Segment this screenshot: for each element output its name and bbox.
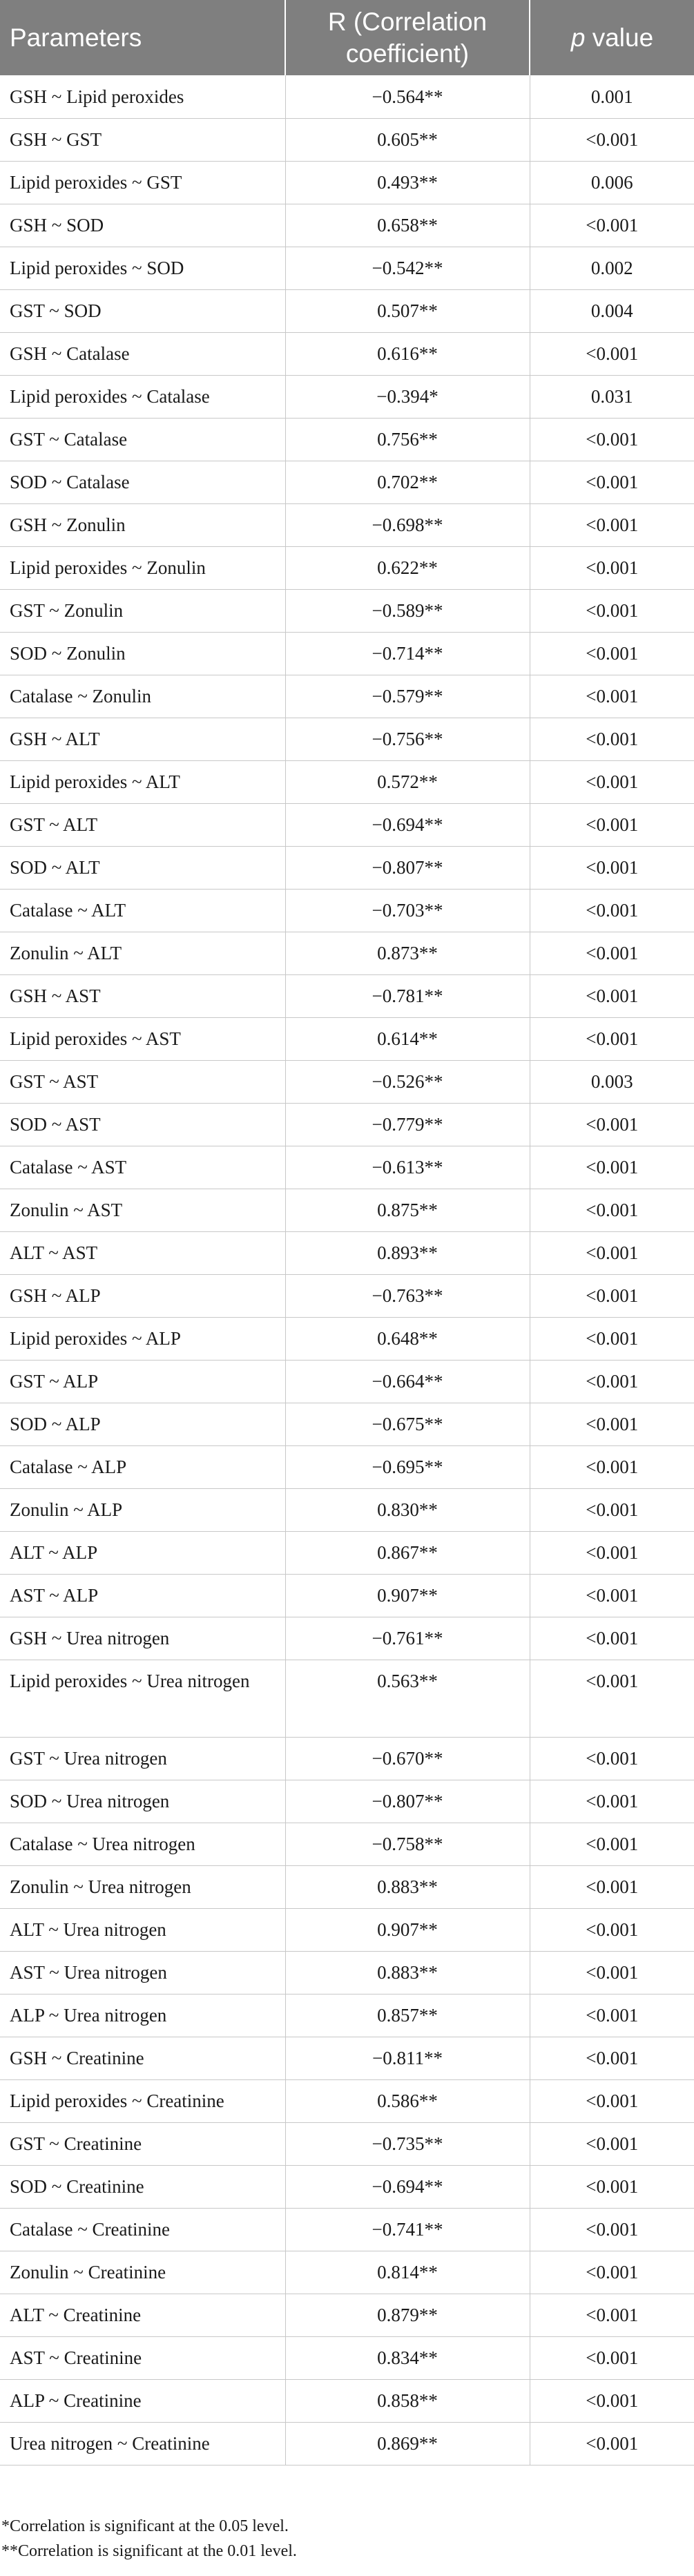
- correlation-cell: −0.781**: [285, 974, 530, 1017]
- parameter-cell: GST ~ ALP: [0, 1360, 285, 1403]
- parameter-cell: GSH ~ ALP: [0, 1274, 285, 1317]
- parameter-cell: Zonulin ~ AST: [0, 1189, 285, 1231]
- table-row: [0, 974, 694, 1017]
- parameter-cell: SOD ~ AST: [0, 1103, 285, 1146]
- parameter-cell: Catalase ~ AST: [0, 1146, 285, 1189]
- footnote-double-star: **Correlation is significant at the 0.01 level.: [1, 2542, 297, 2560]
- correlation-cell: −0.589**: [285, 589, 530, 632]
- p-value-cell: <0.001: [530, 1823, 694, 1865]
- p-value-cell: <0.001: [530, 2079, 694, 2122]
- parameter-cell: AST ~ Urea nitrogen: [0, 1951, 285, 1994]
- p-value-cell: 0.031: [530, 375, 694, 418]
- table-row: [0, 1865, 694, 1908]
- table-row: [0, 1780, 694, 1823]
- correlation-cell: −0.670**: [285, 1737, 530, 1780]
- table-row: [0, 1189, 694, 1231]
- parameter-cell: Lipid peroxides ~ SOD: [0, 247, 285, 289]
- table-row: [0, 2037, 694, 2079]
- header-parameters: Parameters: [0, 0, 285, 75]
- correlation-cell: −0.761**: [285, 1617, 530, 1660]
- correlation-cell: 0.756**: [285, 418, 530, 461]
- p-value-cell: <0.001: [530, 803, 694, 846]
- parameter-cell: SOD ~ Catalase: [0, 461, 285, 503]
- parameter-cell: Zonulin ~ Creatinine: [0, 2251, 285, 2294]
- parameter-cell: Catalase ~ ALT: [0, 889, 285, 932]
- p-value-cell: <0.001: [530, 2208, 694, 2251]
- header-p-value-label: value: [585, 23, 654, 52]
- parameter-cell: GSH ~ ALT: [0, 718, 285, 760]
- correlation-cell: −0.763**: [285, 1274, 530, 1317]
- header-row: [0, 0, 694, 75]
- p-value-cell: <0.001: [530, 2251, 694, 2294]
- parameter-cell: Lipid peroxides ~ Creatinine: [0, 2079, 285, 2122]
- table-row: [0, 1060, 694, 1103]
- table-row: [0, 2251, 694, 2294]
- correlation-cell: −0.811**: [285, 2037, 530, 2079]
- table-row: [0, 1908, 694, 1951]
- table-row: [0, 461, 694, 503]
- table-row: [0, 1403, 694, 1445]
- parameter-cell: AST ~ ALP: [0, 1574, 285, 1617]
- correlation-cell: −0.741**: [285, 2208, 530, 2251]
- table-row: [0, 2336, 694, 2379]
- table-row: [0, 2079, 694, 2122]
- correlation-cell: 0.873**: [285, 932, 530, 974]
- correlation-cell: 0.605**: [285, 118, 530, 161]
- correlation-cell: −0.564**: [285, 75, 530, 118]
- table-row: [0, 2165, 694, 2208]
- parameter-cell: ALT ~ Urea nitrogen: [0, 1908, 285, 1951]
- correlation-cell: −0.779**: [285, 1103, 530, 1146]
- p-value-cell: <0.001: [530, 1617, 694, 1660]
- parameter-cell: GSH ~ Lipid peroxides: [0, 75, 285, 118]
- correlation-cell: 0.857**: [285, 1994, 530, 2037]
- table-row: [0, 1617, 694, 1660]
- p-value-cell: <0.001: [530, 546, 694, 589]
- parameter-cell: Zonulin ~ ALT: [0, 932, 285, 974]
- p-value-cell: <0.001: [530, 118, 694, 161]
- parameter-cell: GST ~ AST: [0, 1060, 285, 1103]
- header-correlation-coefficient: R (Correlation coefficient): [285, 0, 530, 75]
- p-value-cell: <0.001: [530, 1737, 694, 1780]
- p-value-cell: <0.001: [530, 204, 694, 247]
- correlation-cell: 0.907**: [285, 1908, 530, 1951]
- correlation-cell: −0.807**: [285, 846, 530, 889]
- parameter-cell: GST ~ Catalase: [0, 418, 285, 461]
- parameter-cell: GSH ~ SOD: [0, 204, 285, 247]
- p-value-cell: <0.001: [530, 632, 694, 675]
- p-value-cell: <0.001: [530, 846, 694, 889]
- parameter-cell: GSH ~ Urea nitrogen: [0, 1617, 285, 1660]
- table-row: [0, 1445, 694, 1488]
- p-value-cell: <0.001: [530, 760, 694, 803]
- correlation-cell: −0.526**: [285, 1060, 530, 1103]
- correlation-cell: 0.858**: [285, 2379, 530, 2422]
- table-row: [0, 760, 694, 803]
- p-value-cell: <0.001: [530, 974, 694, 1017]
- correlation-cell: 0.893**: [285, 1231, 530, 1274]
- table-row: [0, 1488, 694, 1531]
- correlation-cell: −0.758**: [285, 1823, 530, 1865]
- p-value-cell: <0.001: [530, 1317, 694, 1360]
- table-row: [0, 75, 694, 118]
- p-value-cell: <0.001: [530, 1994, 694, 2037]
- parameter-cell: Zonulin ~ ALP: [0, 1488, 285, 1531]
- p-value-cell: <0.001: [530, 1146, 694, 1189]
- correlation-cell: −0.694**: [285, 803, 530, 846]
- correlation-cell: 0.493**: [285, 161, 530, 204]
- table-row: [0, 1317, 694, 1360]
- correlation-cell: 0.867**: [285, 1531, 530, 1574]
- p-value-cell: <0.001: [530, 1017, 694, 1060]
- correlation-cell: −0.394*: [285, 375, 530, 418]
- table-row: [0, 503, 694, 546]
- parameter-cell: Catalase ~ ALP: [0, 1445, 285, 1488]
- table-row: [0, 2422, 694, 2465]
- table-row: [0, 1823, 694, 1865]
- table-row: [0, 1660, 694, 1737]
- correlation-cell: −0.714**: [285, 632, 530, 675]
- table-row: [0, 1737, 694, 1780]
- parameter-cell: GSH ~ GST: [0, 118, 285, 161]
- table-row: [0, 932, 694, 974]
- p-value-cell: 0.004: [530, 289, 694, 332]
- parameter-cell: Lipid peroxides ~ GST: [0, 161, 285, 204]
- correlation-cell: −0.664**: [285, 1360, 530, 1403]
- footnote-single-star: *Correlation is significant at the 0.05 level.: [1, 2517, 289, 2535]
- p-value-cell: <0.001: [530, 1231, 694, 1274]
- table-row: [0, 289, 694, 332]
- table-row: [0, 418, 694, 461]
- parameter-cell: SOD ~ Urea nitrogen: [0, 1780, 285, 1823]
- table-row: [0, 1531, 694, 1574]
- header-p-value: [530, 0, 694, 75]
- parameter-cell: ALT ~ ALP: [0, 1531, 285, 1574]
- table-row: [0, 1574, 694, 1617]
- table-row: [0, 118, 694, 161]
- correlation-cell: −0.613**: [285, 1146, 530, 1189]
- parameter-cell: SOD ~ Zonulin: [0, 632, 285, 675]
- correlation-cell: 0.563**: [285, 1660, 530, 1737]
- correlation-cell: 0.830**: [285, 1488, 530, 1531]
- correlation-cell: 0.834**: [285, 2336, 530, 2379]
- table-row: [0, 889, 694, 932]
- table-row: [0, 2208, 694, 2251]
- parameter-cell: Lipid peroxides ~ Urea nitrogen: [0, 1660, 285, 1737]
- correlation-cell: 0.507**: [285, 289, 530, 332]
- p-value-cell: <0.001: [530, 1531, 694, 1574]
- p-value-cell: <0.001: [530, 2422, 694, 2465]
- p-value-cell: <0.001: [530, 1189, 694, 1231]
- p-value-cell: 0.001: [530, 75, 694, 118]
- parameter-cell: SOD ~ ALP: [0, 1403, 285, 1445]
- correlation-cell: 0.879**: [285, 2294, 530, 2336]
- p-value-cell: <0.001: [530, 1103, 694, 1146]
- parameter-cell: GST ~ Zonulin: [0, 589, 285, 632]
- table-row: [0, 1951, 694, 1994]
- table-row: [0, 2294, 694, 2336]
- table-row: [0, 1274, 694, 1317]
- parameter-cell: GST ~ Creatinine: [0, 2122, 285, 2165]
- p-value-cell: <0.001: [530, 332, 694, 375]
- p-value-cell: <0.001: [530, 1488, 694, 1531]
- correlation-cell: 0.875**: [285, 1189, 530, 1231]
- table-row: [0, 1231, 694, 1274]
- table-row: [0, 247, 694, 289]
- correlation-cell: −0.694**: [285, 2165, 530, 2208]
- p-value-cell: <0.001: [530, 589, 694, 632]
- p-value-cell: 0.006: [530, 161, 694, 204]
- correlation-cell: 0.648**: [285, 1317, 530, 1360]
- correlation-cell: 0.814**: [285, 2251, 530, 2294]
- header-p-italic: p: [570, 23, 586, 52]
- table-row: [0, 1146, 694, 1189]
- p-value-cell: <0.001: [530, 503, 694, 546]
- correlation-cell: 0.883**: [285, 1865, 530, 1908]
- p-value-cell: <0.001: [530, 1274, 694, 1317]
- parameter-cell: Lipid peroxides ~ Catalase: [0, 375, 285, 418]
- p-value-cell: <0.001: [530, 1574, 694, 1617]
- p-value-cell: <0.001: [530, 2379, 694, 2422]
- p-value-cell: <0.001: [530, 932, 694, 974]
- table-row: [0, 675, 694, 718]
- p-value-cell: <0.001: [530, 1445, 694, 1488]
- p-value-cell: <0.001: [530, 418, 694, 461]
- table-row: [0, 375, 694, 418]
- correlation-cell: 0.883**: [285, 1951, 530, 1994]
- p-value-cell: <0.001: [530, 718, 694, 760]
- parameter-cell: Lipid peroxides ~ ALP: [0, 1317, 285, 1360]
- correlation-cell: 0.658**: [285, 204, 530, 247]
- parameter-cell: Lipid peroxides ~ AST: [0, 1017, 285, 1060]
- correlation-cell: −0.579**: [285, 675, 530, 718]
- parameter-cell: GSH ~ Creatinine: [0, 2037, 285, 2079]
- parameter-cell: GSH ~ Zonulin: [0, 503, 285, 546]
- p-value-cell: <0.001: [530, 675, 694, 718]
- parameter-cell: ALP ~ Creatinine: [0, 2379, 285, 2422]
- parameter-cell: Lipid peroxides ~ ALT: [0, 760, 285, 803]
- correlation-cell: 0.869**: [285, 2422, 530, 2465]
- table-row: [0, 589, 694, 632]
- correlation-cell: 0.614**: [285, 1017, 530, 1060]
- parameter-cell: GSH ~ AST: [0, 974, 285, 1017]
- parameter-cell: Zonulin ~ Urea nitrogen: [0, 1865, 285, 1908]
- p-value-cell: <0.001: [530, 1660, 694, 1737]
- table-row: [0, 803, 694, 846]
- p-value-cell: <0.001: [530, 2122, 694, 2165]
- table-row: [0, 2122, 694, 2165]
- table-header: [0, 0, 694, 75]
- p-value-cell: 0.002: [530, 247, 694, 289]
- p-value-cell: <0.001: [530, 1780, 694, 1823]
- table-row: [0, 1360, 694, 1403]
- p-value-cell: <0.001: [530, 2165, 694, 2208]
- parameter-cell: ALP ~ Urea nitrogen: [0, 1994, 285, 2037]
- p-value-cell: <0.001: [530, 2037, 694, 2079]
- parameter-cell: Catalase ~ Zonulin: [0, 675, 285, 718]
- correlation-cell: −0.807**: [285, 1780, 530, 1823]
- p-value-cell: <0.001: [530, 889, 694, 932]
- correlation-cell: −0.735**: [285, 2122, 530, 2165]
- table-row: [0, 204, 694, 247]
- p-value-cell: <0.001: [530, 1360, 694, 1403]
- footnotes: [0, 2514, 694, 2564]
- parameter-cell: Urea nitrogen ~ Creatinine: [0, 2422, 285, 2465]
- table-row: [0, 718, 694, 760]
- parameter-cell: AST ~ Creatinine: [0, 2336, 285, 2379]
- p-value-cell: <0.001: [530, 2336, 694, 2379]
- parameter-cell: SOD ~ ALT: [0, 846, 285, 889]
- correlation-cell: 0.702**: [285, 461, 530, 503]
- correlation-cell: −0.675**: [285, 1403, 530, 1445]
- parameter-cell: Catalase ~ Creatinine: [0, 2208, 285, 2251]
- table-row: [0, 846, 694, 889]
- table-row: [0, 1103, 694, 1146]
- parameter-cell: Catalase ~ Urea nitrogen: [0, 1823, 285, 1865]
- parameter-cell: SOD ~ Creatinine: [0, 2165, 285, 2208]
- table-row: [0, 332, 694, 375]
- correlation-cell: −0.542**: [285, 247, 530, 289]
- table-row: [0, 2379, 694, 2422]
- table-row: [0, 1017, 694, 1060]
- table-body: [0, 75, 694, 2465]
- parameter-cell: GST ~ ALT: [0, 803, 285, 846]
- table-row: [0, 161, 694, 204]
- p-value-cell: <0.001: [530, 2294, 694, 2336]
- p-value-cell: <0.001: [530, 1865, 694, 1908]
- correlation-cell: −0.695**: [285, 1445, 530, 1488]
- correlation-cell: 0.616**: [285, 332, 530, 375]
- p-value-cell: <0.001: [530, 461, 694, 503]
- parameter-cell: GST ~ SOD: [0, 289, 285, 332]
- parameter-cell: GSH ~ Catalase: [0, 332, 285, 375]
- parameter-cell: ALT ~ Creatinine: [0, 2294, 285, 2336]
- p-value-cell: 0.003: [530, 1060, 694, 1103]
- table-row: [0, 632, 694, 675]
- table-row: [0, 546, 694, 589]
- table-row: [0, 1994, 694, 2037]
- correlation-cell: 0.907**: [285, 1574, 530, 1617]
- correlation-cell: 0.622**: [285, 546, 530, 589]
- p-value-cell: <0.001: [530, 1951, 694, 1994]
- correlation-cell: −0.698**: [285, 503, 530, 546]
- p-value-cell: <0.001: [530, 1908, 694, 1951]
- correlation-cell: −0.756**: [285, 718, 530, 760]
- parameter-cell: ALT ~ AST: [0, 1231, 285, 1274]
- correlation-cell: 0.572**: [285, 760, 530, 803]
- parameter-cell: Lipid peroxides ~ Zonulin: [0, 546, 285, 589]
- correlation-cell: −0.703**: [285, 889, 530, 932]
- parameter-cell: GST ~ Urea nitrogen: [0, 1737, 285, 1780]
- p-value-cell: <0.001: [530, 1403, 694, 1445]
- correlation-cell: 0.586**: [285, 2079, 530, 2122]
